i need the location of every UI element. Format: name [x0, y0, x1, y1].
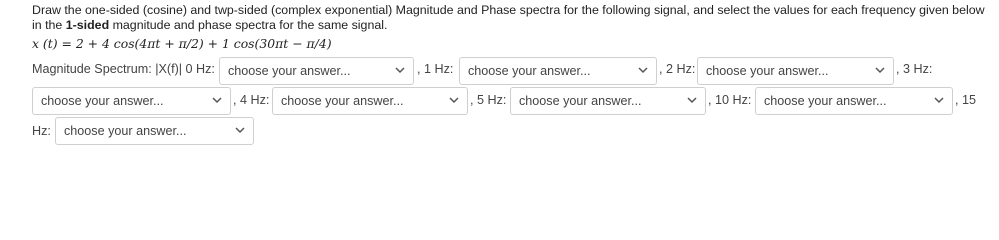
- chevron-down-icon: [875, 58, 885, 74]
- dropdown-1hz-value: choose your answer...: [468, 64, 591, 78]
- chevron-down-icon: [638, 58, 648, 74]
- dropdown-15hz[interactable]: [55, 117, 254, 145]
- label-3hz: , 3 Hz:: [896, 62, 933, 76]
- question-line2-post: magnitude and phase spectra for the same signal.: [109, 18, 388, 32]
- question-line1: Draw the one-sided (cosine) and twp-sided (complex exponential) Magnitude and Phase spectra for the following signal, and select the values for each frequency given below: [32, 3, 985, 17]
- dropdown-0hz[interactable]: [219, 57, 414, 85]
- dropdown-5hz-value: choose your answer...: [519, 94, 642, 108]
- dropdown-1hz[interactable]: [459, 57, 657, 85]
- dropdown-5hz[interactable]: [510, 87, 706, 115]
- label-15hz-part2: Hz:: [32, 124, 51, 138]
- chevron-down-icon: [235, 118, 245, 134]
- label-10hz: , 10 Hz:: [708, 93, 752, 107]
- dropdown-2hz[interactable]: [697, 57, 894, 85]
- question-text: [32, 3, 992, 33]
- chevron-down-icon: [687, 88, 697, 104]
- chevron-down-icon: [212, 88, 222, 104]
- label-15hz-part1: , 15: [955, 93, 977, 107]
- label-4hz: , 4 Hz:: [233, 93, 270, 107]
- chevron-down-icon: [449, 88, 459, 104]
- chevron-down-icon: [934, 88, 944, 104]
- signal-equation: x (t) = 2 + 4 cos(4πt + π/2) + 1 cos(30πt − π/4): [32, 36, 332, 51]
- label-2hz: , 2 Hz:: [659, 62, 696, 76]
- dropdown-15hz-value: choose your answer...: [64, 124, 187, 138]
- magnitude-spectrum-label: Magnitude Spectrum: |X(f)| 0 Hz:: [32, 62, 215, 76]
- dropdown-3hz[interactable]: [32, 87, 231, 115]
- dropdown-4hz-value: choose your answer...: [281, 94, 404, 108]
- dropdown-0hz-value: choose your answer...: [228, 64, 351, 78]
- dropdown-2hz-value: choose your answer...: [706, 64, 829, 78]
- label-1hz: , 1 Hz:: [417, 62, 454, 76]
- label-5hz: , 5 Hz:: [470, 93, 507, 107]
- dropdown-10hz-value: choose your answer...: [764, 94, 887, 108]
- question-line2-pre: in the: [32, 18, 66, 32]
- chevron-down-icon: [395, 58, 405, 74]
- dropdown-3hz-value: choose your answer...: [41, 94, 164, 108]
- question-line2-bold: 1-sided: [65, 18, 110, 32]
- dropdown-10hz[interactable]: [755, 87, 953, 115]
- dropdown-4hz[interactable]: [272, 87, 468, 115]
